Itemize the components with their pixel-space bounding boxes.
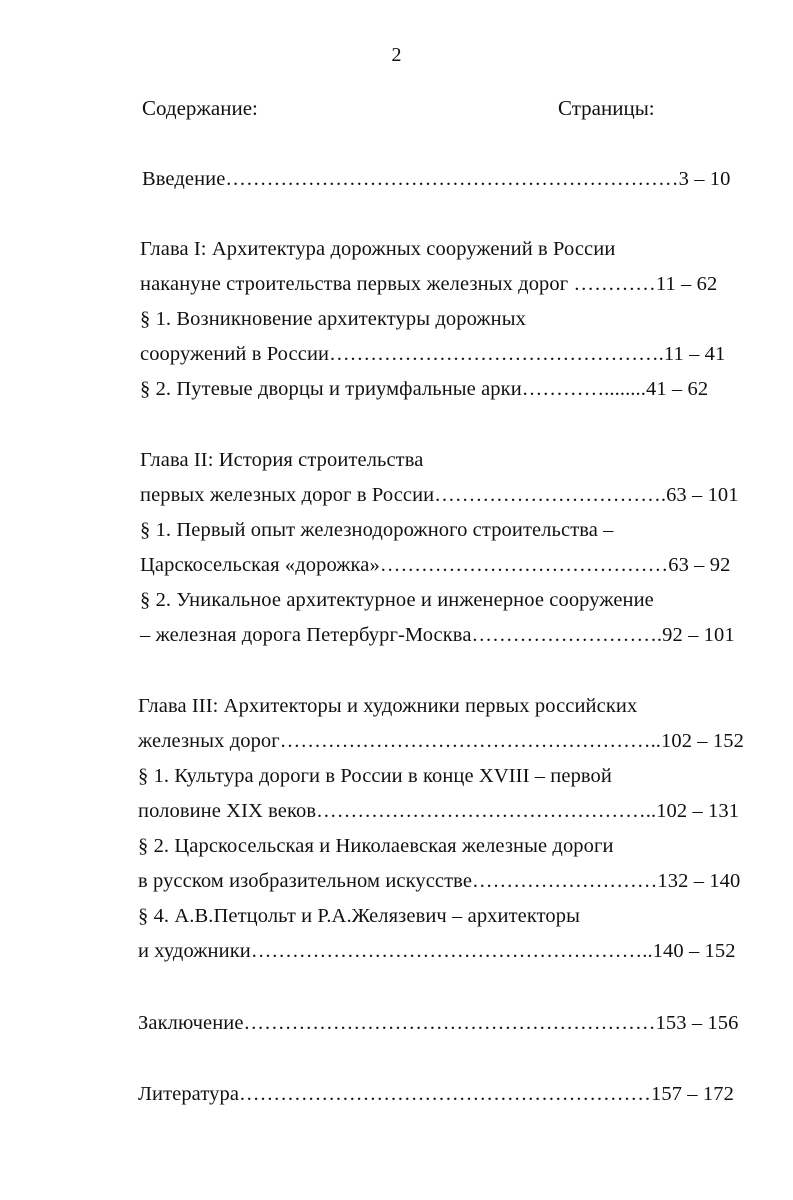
toc-chapter-1-section-2: § 2. Путевые дворцы и триумфальные арки…………........41 – 62 — [140, 378, 709, 400]
toc-chapter-1-title-line-2: накануне строительства первых железных дорог …………11 – 62 — [140, 273, 718, 295]
toc-entry-literature: Литература……………………………………………………157 – 172 — [138, 1083, 734, 1105]
toc-chapter-3-title-line-1: Глава III: Архитекторы и художники первых российских — [138, 695, 638, 717]
toc-chapter-3-section-4-line-2: и художники…………………………………………………..140 – 152 — [138, 940, 736, 962]
toc-chapter-2-section-2-line-2: – железная дорога Петербург-Москва……………………….92 – 101 — [140, 624, 735, 646]
page-number: 2 — [391, 44, 402, 66]
toc-chapter-3-section-1-line-2: половине XIX веков…………………………………………..102 – 131 — [138, 800, 740, 822]
toc-chapter-1-section-1-line-1: § 1. Возникновение архитектуры дорожных — [140, 308, 526, 330]
toc-chapter-2-section-2-line-1: § 2. Уникальное архитектурное и инженерное сооружение — [140, 589, 654, 611]
toc-chapter-3-section-2-line-2: в русском изобразительном искусстве………………………132 – 140 — [138, 870, 741, 892]
toc-chapter-2-section-1-line-2: Царскосельская «дорожка»……………………………………63 – 92 — [140, 554, 731, 576]
toc-chapter-2-title-line-2: первых железных дорог в России…………………………….63 – 101 — [140, 484, 739, 506]
toc-chapter-2-section-1-line-1: § 1. Первый опыт железнодорожного строительства – — [140, 519, 614, 541]
toc-chapter-3-section-2-line-1: § 2. Царскосельская и Николаевская железные дороги — [138, 835, 614, 857]
toc-chapter-3-section-1-line-1: § 1. Культура дороги в России в конце XVIII – первой — [138, 765, 612, 787]
toc-entry-conclusion: Заключение……………………………………………………153 – 156 — [138, 1012, 739, 1034]
toc-chapter-1-title-line-1: Глава I: Архитектура дорожных сооружений в России — [140, 238, 616, 260]
toc-chapter-3-section-4-line-1: § 4. А.В.Петцольт и Р.А.Желязевич – архитекторы — [138, 905, 581, 927]
pages-heading: Страницы: — [558, 96, 655, 120]
toc-chapter-2-title-line-1: Глава II: История строительства — [140, 449, 424, 471]
contents-heading: Содержание: — [142, 96, 258, 120]
toc-entry-introduction: Введение…………………………………………………………3 – 10 — [142, 168, 731, 190]
toc-chapter-3-title-line-2: железных дорог………………………………………………..102 – 152 — [138, 730, 744, 752]
toc-chapter-1-section-1-line-2: сооружений в России………………………………………….11 – 41 — [140, 343, 726, 365]
